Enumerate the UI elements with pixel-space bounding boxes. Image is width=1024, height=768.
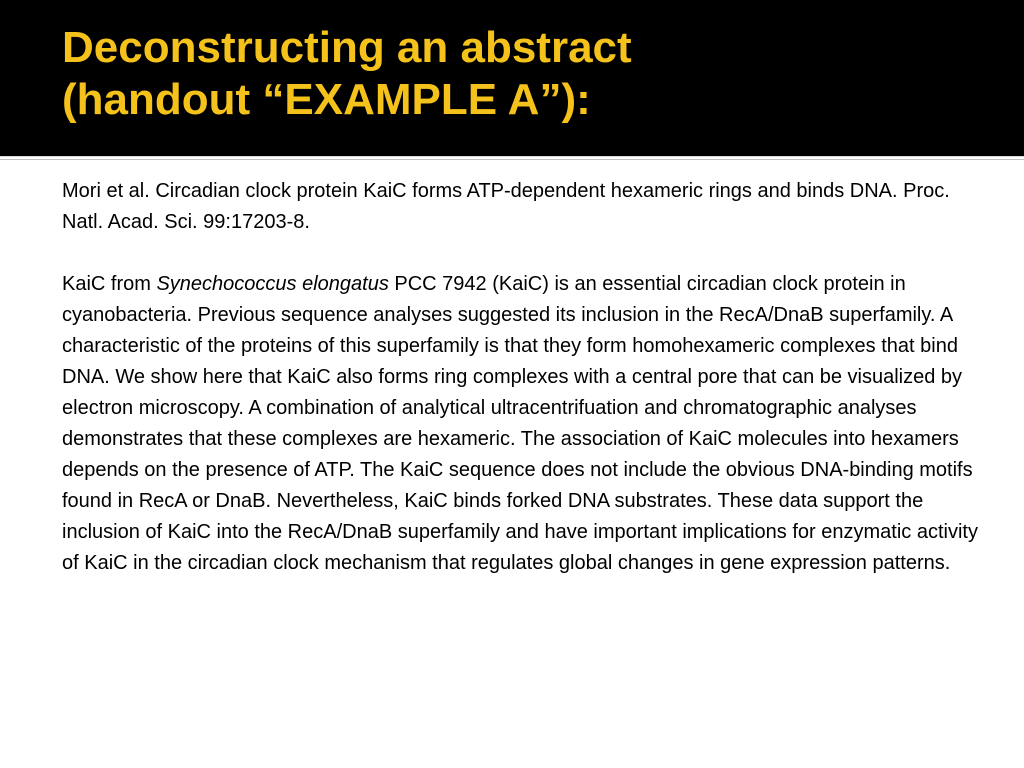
title-divider — [0, 156, 1024, 160]
citation-text: Mori et al. Circadian clock protein KaiC forms ATP-dependent hexameric rings and binds DNA. Proc. Natl. Acad. Sci. 99:17203-8. — [62, 180, 950, 233]
species-name: Synechococcus elongatus — [156, 273, 389, 295]
abstract-lead: KaiC from — [62, 273, 157, 295]
slide-title-line-2: (handout “EXAMPLE A”): — [62, 75, 591, 124]
abstract-paragraph — [62, 269, 982, 579]
title-band — [0, 0, 1024, 156]
slide-title-line-1: Deconstructing an abstract — [62, 23, 632, 72]
slide-title — [62, 22, 982, 126]
abstract-body: PCC 7942 (KaiC) is an essential circadian clock protein in cyanobacteria. Previous sequence analyses suggested its inclusion in the RecA/DnaB superfamily. A characteristic of the proteins of this superfamily is that they form homohexameric complexes that bind DNA. We show here that KaiC also forms ring complexes with a central pore that can be visualized by electron microscopy. A combination of analytical ultracentrifuation and chromatographic analyses demonstrates that these complexes are hexameric. The association of KaiC molecules into hexamers depends on the presence of ATP. The KaiC sequence does not include the obvious DNA-binding motifs found in RecA or DnaB. Nevertheless, KaiC binds forked DNA substrates. These data support the inclusion of KaiC into the RecA/DnaB superfamily and have important implications for enzymatic activity of KaiC in the circadian clock mechanism that regulates global changes in gene expression patterns. — [62, 273, 978, 574]
slide-body — [62, 176, 982, 579]
